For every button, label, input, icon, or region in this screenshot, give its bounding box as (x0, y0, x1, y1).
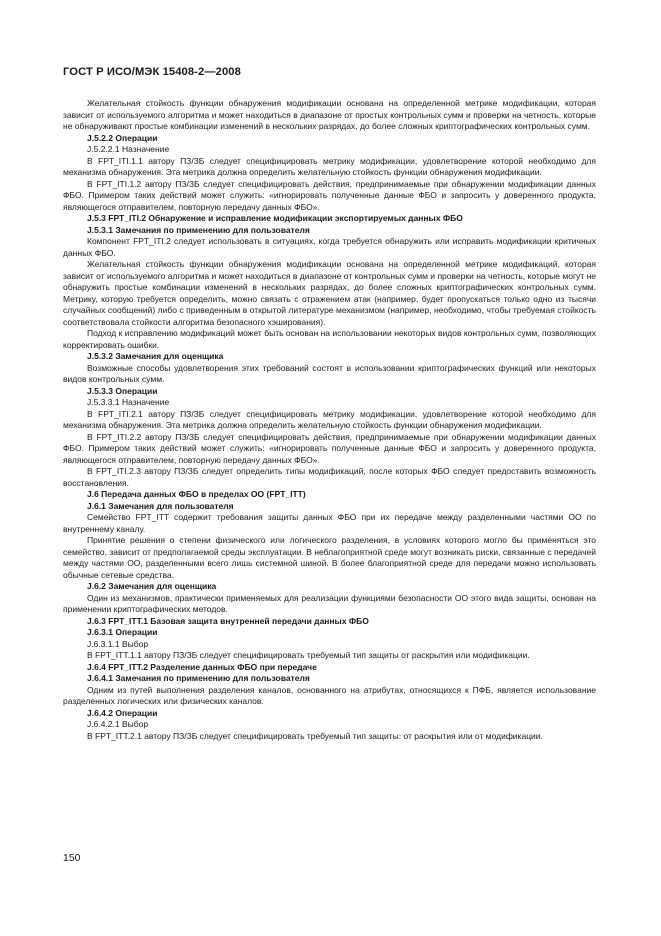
body-paragraph: В FPT_ITI.1.1 автору ПЗ/ЗБ следует специфицировать метрику модификации, удовлетворение которой необходимо для механизма обнаружения. Эта метрика должна определить желательную стойкость функции обнаружения модификации. (63, 155, 596, 177)
body-paragraph: В FPT_ITT.2.1 автору ПЗ/ЗБ следует специфицировать требуемый тип защиты: от раскрытия или от модификации. (87, 730, 543, 741)
body-paragraph: Один из механизмов, практически применяемых для реализации функциями безопасности ОО этого вида защиты, основан на применении криптографических методов. (63, 592, 596, 614)
body-paragraph: В FPT_ITT.1.1 автору ПЗ/ЗБ следует специфицировать требуемый тип защиты от раскрытия или модификации. (87, 650, 530, 660)
body-paragraph: Возможные способы удовлетворения этих требований состоят в использовании криптографических функций или некоторых видов контрольных сумм. (63, 362, 596, 384)
body-paragraph: В FPT_ITI.1.2 автору ПЗ/ЗБ следует специфицировать действия, предпринимаемые при обнаружении модификации данных ФБО. Примером таких действий может служить: «игнорировать полученные данные ФБО и запросить у доверенного продукта, являющегося отправителем, повторную передачу данных ФБО». (63, 178, 596, 212)
body-paragraph: В FPT_ITI.2.3 автору ПЗ/ЗБ следует определить типы модификаций, после которых ФБО следует предоставить возможность восстановления. (63, 466, 596, 488)
body-paragraph: В FPT_ITI.2.2 автору ПЗ/ЗБ следует специфицировать действия, предпринимаемые при обнаружении модификации данных ФБО. Примером таких действий может служить: «игнорировать полученные данные ФБО и запросить у доверенного продукта, являющегося отправителем, повторную передачу данных ФБО». (63, 431, 596, 465)
section-heading: J.6.3.1 Операции (87, 627, 158, 637)
body-paragraph: Желательная стойкость функции обнаружения модификации основана на определенной метрике модификации, которая зависит от используемого алгоритма и может находиться в диапазоне от простых контрольных сумм и проверки на четность, которые не обнаруживают простые комбинации изменений в нескольких разрядах, до более сложных криптографических контрольных сумм. (63, 98, 596, 131)
document-header: ГОСТ Р ИСО/МЭК 15408-2—2008 (63, 66, 241, 78)
body-paragraph: Принятие решения о степени физического или логического разделения, в условиях которого могло бы применяться это семейство, зависит от предполагаемой среды эксплуатации. В неблагоприятной среде могут возникать риски, связанные с передачей между частями ОО, разделенными всего лишь системной шиной. В более благоприятной среде для передачи можно использовать обычные сетевые средства. (63, 535, 596, 580)
section-heading: J.6.1 Замечания для пользователя (87, 500, 234, 511)
section-heading: J.6.3 FPT_ITT.1 Базовая защита внутренней передачи данных ФБО (87, 615, 369, 626)
section-heading: J.6.4.1 Замечания по применению для пользователя (87, 673, 310, 683)
section-heading: J.6.4.2 Операции (87, 707, 158, 718)
body-paragraph: Семейство FPT_ITT содержит требования защиты данных ФБО при их передаче между разделенными частями ОО по внутреннему каналу. (63, 512, 596, 534)
page-number: 150 (63, 852, 81, 864)
section-heading: J.6.4 FPT_ITT.2 Разделение данных ФБО при передаче (87, 661, 317, 672)
section-heading: J.5.2.2 Операции (87, 132, 158, 143)
subsection-label: J.6.4.2.1 Выбор (87, 719, 149, 729)
body-paragraph: Подход к исправлению модификаций может быть основан на использовании некоторых видов контрольных сумм, позволяющих корректировать ошибки. (63, 328, 596, 350)
section-heading: J.5.3.1 Замечания по применению для пользователя (87, 224, 310, 235)
subsection-label: J.6.3.1.1 Выбор (87, 638, 149, 649)
section-heading: J.5.3.2 Замечания для оценщика (87, 351, 224, 361)
body-paragraph: Одним из путей выполнения разделения каналов, основанного на атрибутах, относящихся к ПФБ, является использование разделенных логических или физических каналов. (63, 684, 596, 706)
section-heading: J.5.3.3 Операции (87, 385, 158, 396)
document-body (63, 98, 596, 742)
body-paragraph: Желательная стойкость функции обнаружения модификации основана на определенной метрике модификаций, которая зависит от используемого алгоритма и может находиться в диапазоне от контрольных сумм и проверки на четность, которые могут не обнаружить простые комбинации изменений в нескольких разрядах, до более сложных криптографических контрольных сумм. Метрику, которую требуется определить, можно связать с отражением атак (например, будет пропускаться только одно из тысячи случайных сообщений) либо с приведенным в открытой литературе механизмом (например, необходимо, чтобы требуемая стойкость соответствовала стойкости алгоритма безопасного хэширования). (63, 259, 596, 327)
section-heading: J.6.2 Замечания для оценщика (87, 581, 217, 591)
subsection-label: J.5.2.2.1 Назначение (87, 144, 170, 154)
body-paragraph: В FPT_ITI.2.1 автору ПЗ/ЗБ следует специфицировать метрику модификации, удовлетворение которой необходимо для механизма обнаружения. Эта метрика должна определить желательную стойкость функции обнаружения модификации. (63, 408, 596, 430)
body-paragraph: Компонент FPT_ITI.2 следует использовать в ситуациях, когда требуется обнаружить или исправить модификации критичных данных ФБО. (63, 236, 596, 258)
section-heading: J.6 Передача данных ФБО в пределах ОО (FPT_ITT) (87, 489, 306, 499)
subsection-label: J.5.3.3.1 Назначение (87, 397, 170, 407)
section-heading: J.5.3 FPT_ITI.2 Обнаружение и исправление модификации экспортируемых данных ФБО (87, 213, 463, 223)
